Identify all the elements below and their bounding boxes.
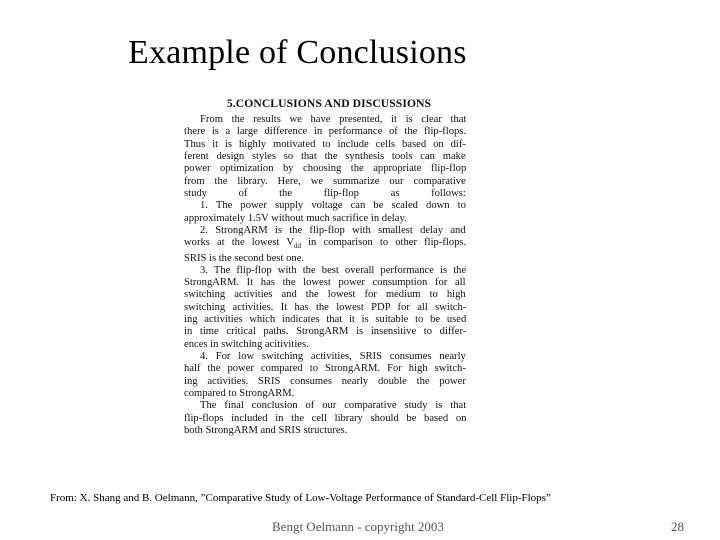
excerpt-line: ing activities which indicates that it is suitable to be used (184, 314, 467, 326)
excerpt-line: 4. For low switching activities, SRIS consumes nearly (200, 351, 466, 363)
excerpt-line: compared to StrongARM. (184, 387, 295, 399)
source-citation: From: X. Shang and B. Oelmann, ”Comparative Study of Low-Voltage Performance of Standard-Cell Flip-Flops” (50, 492, 551, 504)
slide-title: Example of Conclusions (128, 34, 467, 71)
excerpt-line: both StrongARM and SRIS structures. (184, 424, 348, 436)
excerpt-line: approximately 1.5V without much sacrifice in delay. (184, 212, 407, 224)
excerpt-line: there is a large difference in performance of the flip-flops. (184, 126, 467, 138)
excerpt-line: study of the flip-flop as follows: (184, 187, 466, 199)
excerpt-line: switching activities and the lowest for medium to high (184, 289, 466, 301)
excerpt-line: works at the lowest $V_{dd}$ in comparison to other flip-flops. (184, 237, 467, 251)
footer-copyright: Bengt Oelmann - copyright 2003 (272, 519, 444, 534)
excerpt-line: Thus it is highly motivated to include cells based on dif- (184, 138, 466, 150)
excerpt-line: from the library. Here, we summarize our comparative (184, 175, 466, 187)
excerpt-line: The final conclusion of our comparative study is that (200, 400, 467, 412)
excerpt-line: 3. The flip-flop with the best overall performance is the (200, 264, 467, 276)
excerpt-line: 2. StrongARM is the flip-flop with smallest delay and (200, 224, 466, 236)
paper-excerpt (184, 94, 474, 490)
excerpt-line: ing activities. SRIS consumes nearly double the power (184, 375, 466, 387)
excerpt-line: 1. The power supply voltage can be scaled down to (200, 200, 466, 212)
excerpt-line: StrongARM. It has the lowest power consumption for all (184, 277, 466, 289)
excerpt-body (184, 114, 474, 437)
excerpt-line: half the power compared to StrongARM. For high switch- (184, 363, 466, 375)
excerpt-heading: 5.CONCLUSIONS AND DISCUSSIONS (226, 97, 432, 110)
excerpt-line: ferent design styles so that the synthesis tools can make (184, 150, 466, 162)
excerpt-line: flip-flops included in the cell library should be based on (184, 412, 467, 424)
excerpt-line: power optimization by choosing the appropriate flip-flop (184, 163, 467, 175)
excerpt-line: ences in switching acitivities. (184, 338, 309, 350)
excerpt-line: SRIS is the second best one. (184, 252, 305, 264)
excerpt-line: From the results we have presented, it is clear that (200, 114, 467, 125)
page-number: 28 (671, 519, 684, 534)
excerpt-line: in time critical paths. StrongARM is insensitive to differ- (184, 326, 467, 338)
excerpt-line: switching activities. It has the lowest PDP for all switch- (184, 301, 467, 313)
